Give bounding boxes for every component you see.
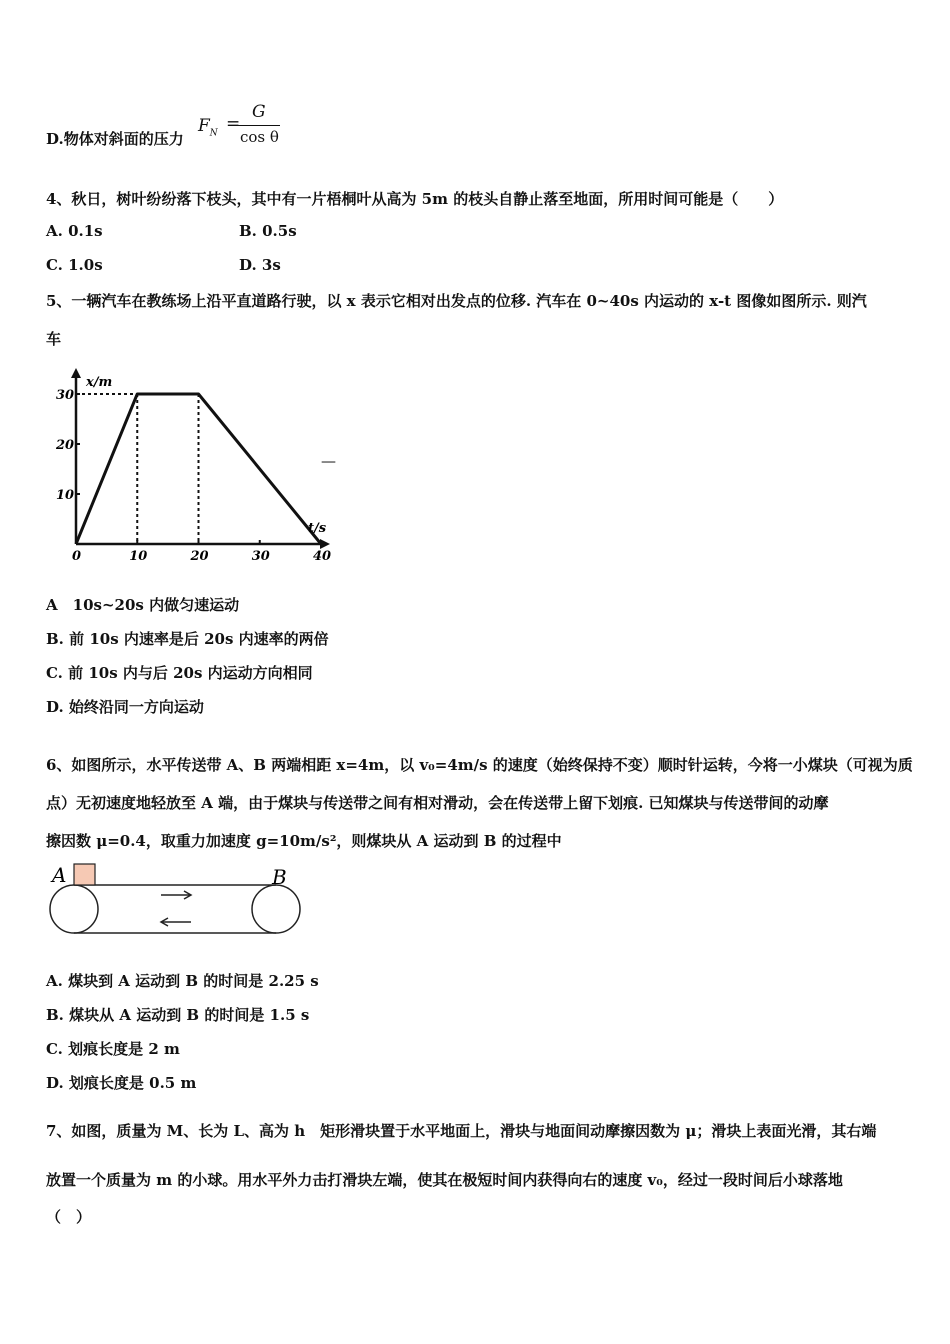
q6-stem-line2: 点）无初速度地轻放至 A 端，由于煤块与传送带之间有相对滑动，会在传送带上留下划痕. 已知煤块与传送带间的动摩 [46,794,829,812]
right-pulley [252,885,300,933]
q4-option-b: B. 0.5s [239,222,297,240]
q3-option-d-text: D.物体对斜面的压力 [46,130,184,148]
formula-equals: = [226,114,241,134]
q7-stem-line3: （ ） [46,1208,92,1226]
x-tick-label-0: 0 [72,549,82,564]
x-axis-label: t/s [308,521,327,536]
formula-lhs: $F_N$ [198,116,218,139]
q5-stem-line2: 车 [46,330,62,348]
pressure-formula [198,102,288,152]
q5-stem-line1: 5、一辆汽车在教练场上沿平直道路行驶，以 x 表示它相对出发点的位移. 汽车在 0~40s 内运动的 x-t 图像如图所示. 则汽 [46,292,867,310]
q6-stem-line3: 擦因数 μ=0.4，取重力加速度 g=10m/s²，则煤块从 A 运动到 B 的过程中 [46,832,562,850]
q4-stem: 4、秋日，树叶纷纷落下枝头，其中有一片梧桐叶从高为 5m 的枝头自静止落至地面，所用时间可能是（ ） [46,190,784,208]
q6-option-a: A. 煤块到 A 运动到 B 的时间是 2.25 s [46,972,319,990]
fraction-bar [238,125,280,126]
stray-dash: — [321,452,336,470]
label-b: B [272,865,287,889]
y-tick-label-30: 30 [56,388,75,403]
q7-stem-line1: 7、如图，质量为 M、长为 L、高为 h 矩形滑块置于水平地面上，滑块与地面间动摩擦因数为 μ；滑块上表面光滑，其右端 [46,1122,877,1140]
x-tick-label-20: 20 [190,549,209,564]
formula-denominator: cos θ [240,128,279,146]
x-tick-label-10: 10 [129,549,148,564]
q5-option-c: C. 前 10s 内与后 20s 内运动方向相同 [46,664,313,682]
y-tick-label-20: 20 [56,438,75,453]
left-pulley [50,885,98,933]
q6-option-c: C. 划痕长度是 2 m [46,1040,180,1058]
q4-option-d: D. 3s [239,256,281,274]
x-tick-label-30: 30 [251,549,270,564]
y-axis-arrow [71,368,81,378]
conveyor-diagram [46,860,316,940]
q6-stem-line1: 6、如图所示，水平传送带 A、B 两端相距 x=4m，以 v₀=4m/s 的速度（始终保持不变）顺时针运转，今将一小煤块（可视为质 [46,756,913,774]
x-tick-label-40: 40 [313,549,332,564]
q4-option-c: C. 1.0s [46,256,103,274]
q4-option-a: A. 0.1s [46,222,103,240]
q5-option-d: D. 始终沿同一方向运动 [46,698,204,716]
q6-option-b: B. 煤块从 A 运动到 B 的时间是 1.5 s [46,1006,310,1024]
coal-block [74,864,95,885]
q7-stem-line2: 放置一个质量为 m 的小球。用水平外力击打滑块左端，使其在极短时间内获得向右的速度 v₀，经过一段时间后小球落地 [46,1171,843,1189]
y-tick-label-10: 10 [56,488,75,503]
y-axis-label: x/m [86,375,113,390]
xt-chart [40,368,340,568]
label-a: A [52,863,67,887]
q5-option-a: A 10s~20s 内做匀速运动 [46,596,240,614]
q3-option-d [46,128,184,149]
q5-option-b: B. 前 10s 内速率是后 20s 内速率的两倍 [46,630,329,648]
q6-option-d: D. 划痕长度是 0.5 m [46,1074,197,1092]
formula-numerator: G [252,102,266,122]
